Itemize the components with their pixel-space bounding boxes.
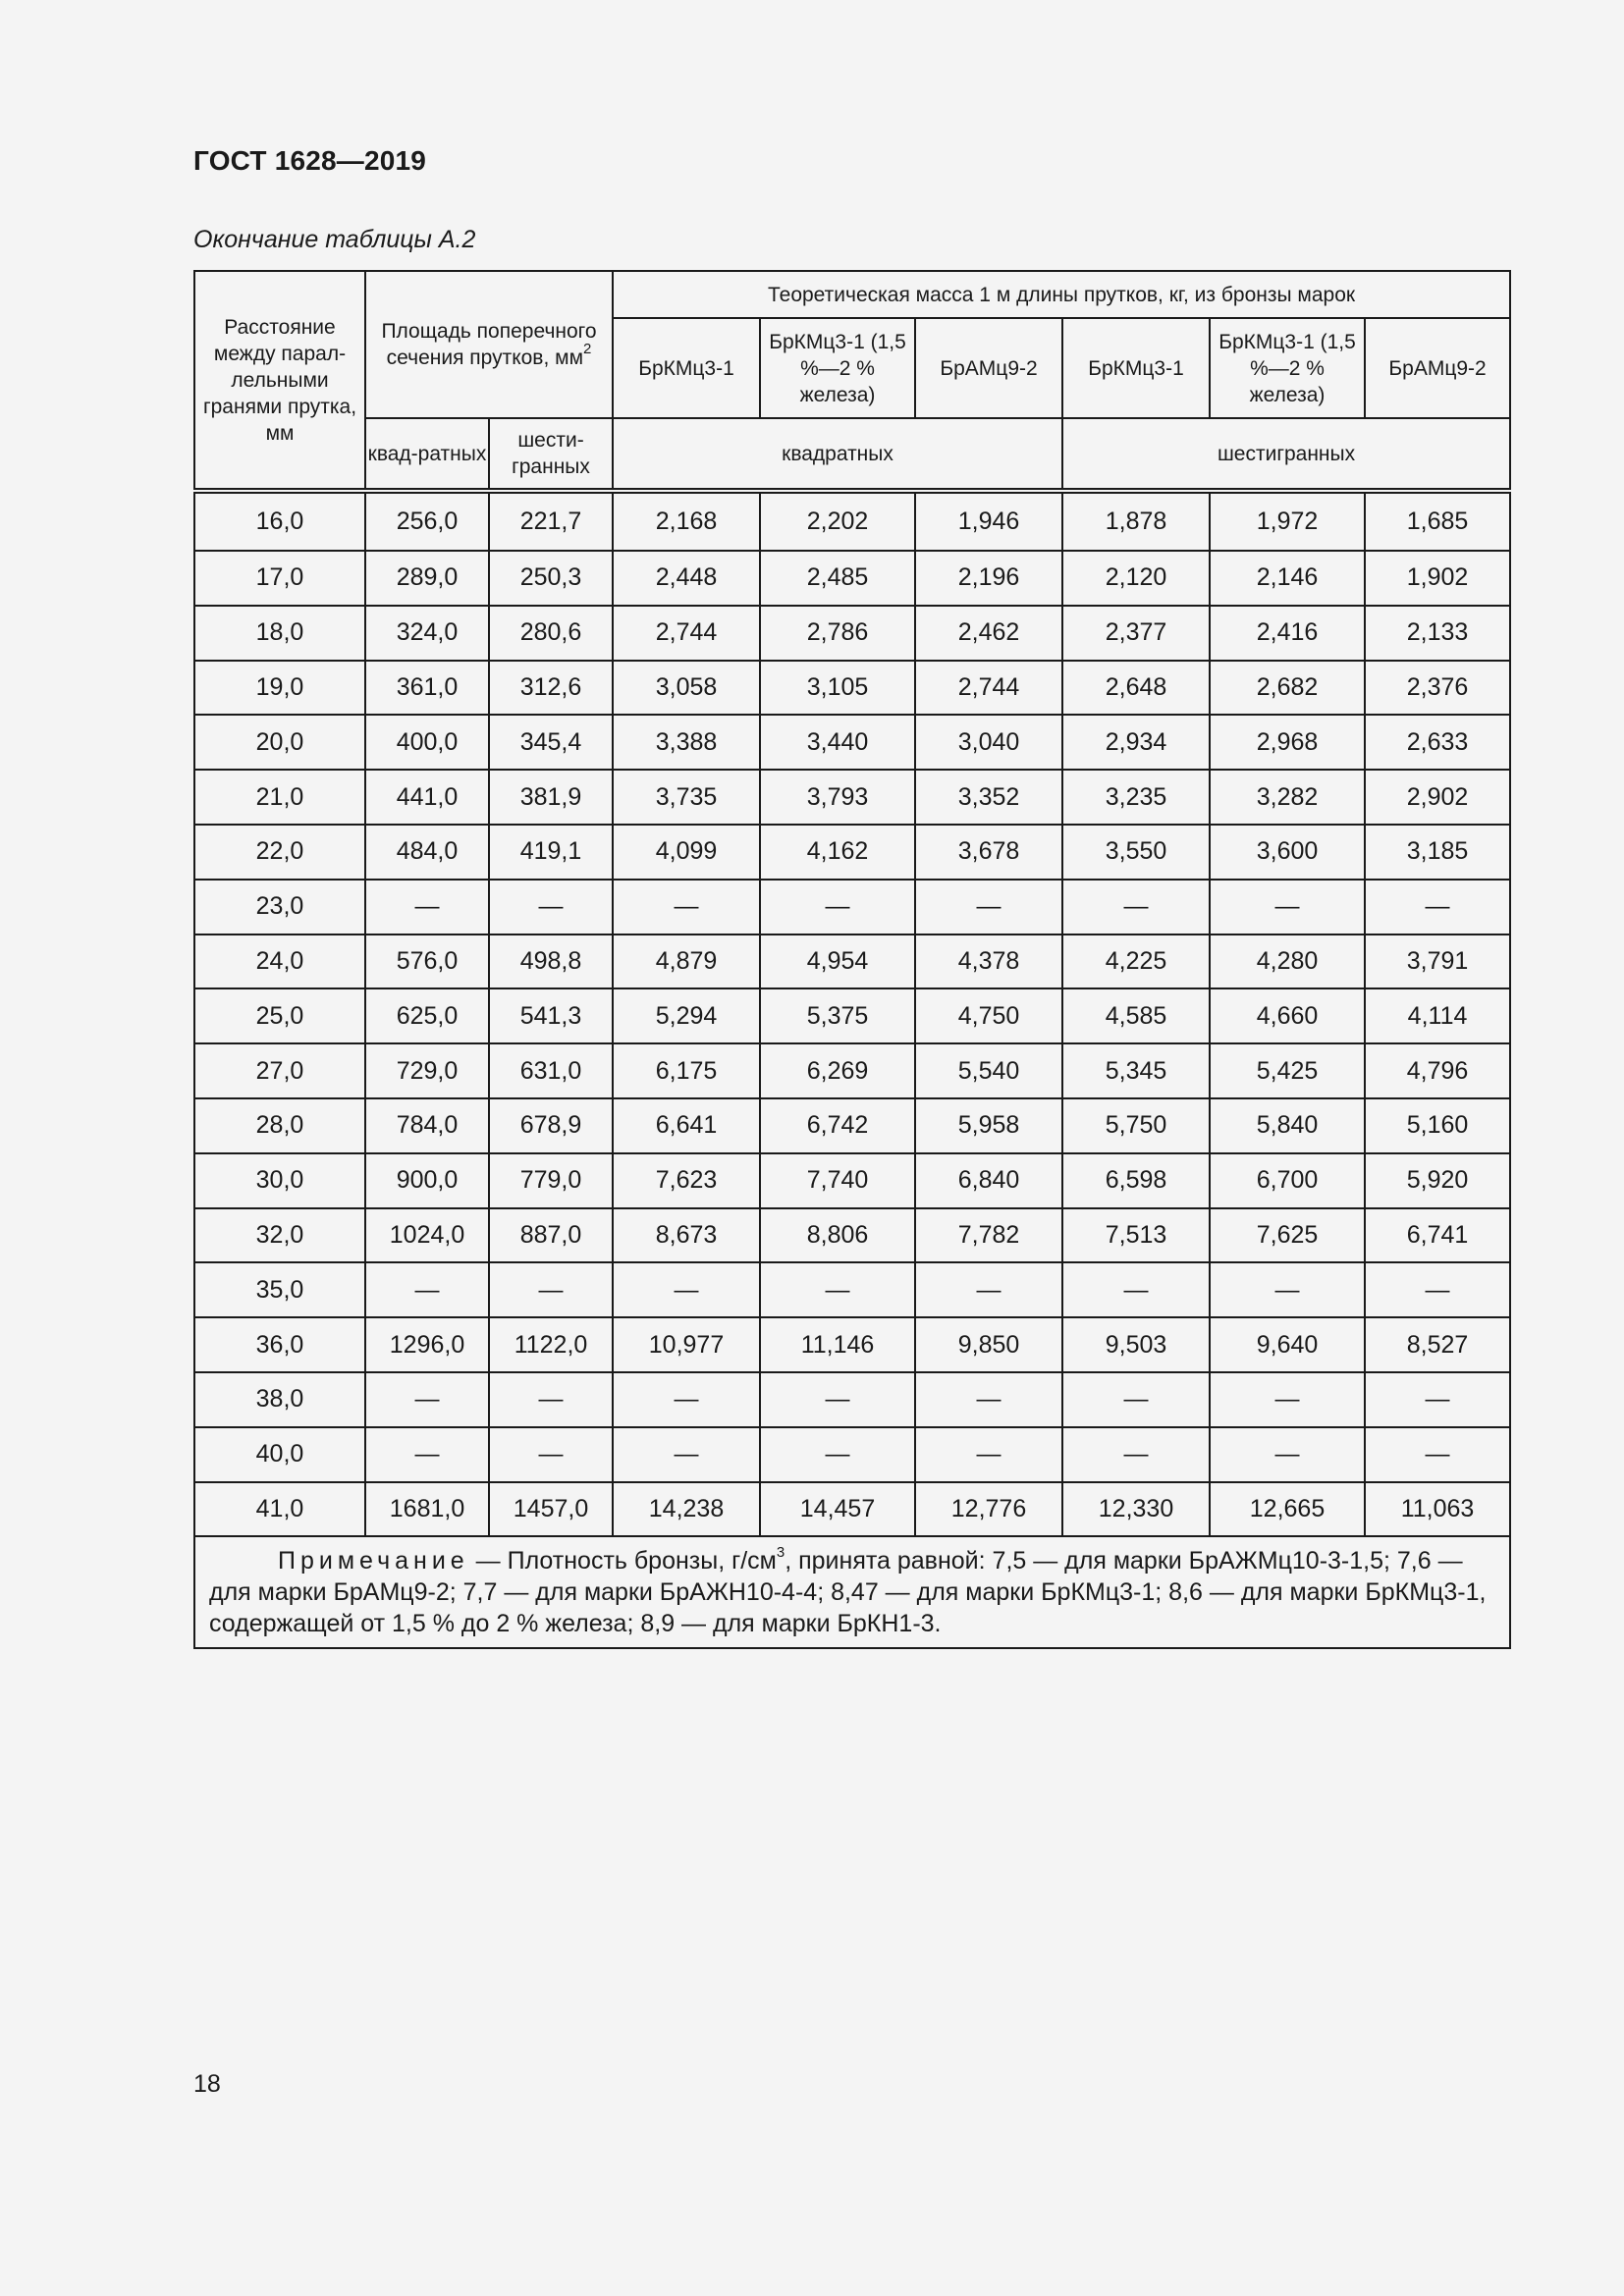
table-cell: 4,225	[1062, 934, 1210, 989]
table-cell: 3,235	[1062, 770, 1210, 825]
table-cell: 2,934	[1062, 715, 1210, 770]
table-cell: 5,540	[915, 1043, 1062, 1098]
table-cell: —	[760, 1427, 915, 1482]
table-row	[194, 1482, 1510, 1537]
table-cell: 5,920	[1365, 1153, 1510, 1208]
table-cell: —	[489, 1262, 613, 1317]
table-cell: 2,648	[1062, 661, 1210, 716]
table-cell: 1,972	[1210, 491, 1365, 551]
table-cell: —	[1210, 1427, 1365, 1482]
table-cell: —	[760, 880, 915, 934]
table-cell: 17,0	[194, 551, 365, 606]
table-cell: 2,377	[1062, 606, 1210, 661]
table-cell: 6,700	[1210, 1153, 1365, 1208]
header-area: Площадь поперечного сечения прутков, $мм^2$	[365, 271, 613, 418]
table-cell: —	[1062, 1372, 1210, 1427]
table-cell: —	[613, 1372, 760, 1427]
table-cell: 2,902	[1365, 770, 1510, 825]
table-cell: 20,0	[194, 715, 365, 770]
table-cell: —	[1210, 1262, 1365, 1317]
table-cell: 419,1	[489, 825, 613, 880]
table-cell: 289,0	[365, 551, 489, 606]
table-cell: 2,633	[1365, 715, 1510, 770]
table-cell: 2,786	[760, 606, 915, 661]
table-cell: 4,114	[1365, 988, 1510, 1043]
table-cell: 41,0	[194, 1482, 365, 1537]
table-cell: 4,162	[760, 825, 915, 880]
table-cell: 32,0	[194, 1208, 365, 1263]
table-cell: 3,388	[613, 715, 760, 770]
document-code: ГОСТ 1628—2019	[193, 145, 427, 176]
table-cell: 221,7	[489, 491, 613, 551]
table-cell: 4,099	[613, 825, 760, 880]
table-cell: —	[915, 880, 1062, 934]
table-cell: 4,750	[915, 988, 1062, 1043]
table-cell: 1457,0	[489, 1482, 613, 1537]
header-area-square: квад-ратных	[365, 418, 489, 491]
table-cell: 30,0	[194, 1153, 365, 1208]
table-cell: 6,741	[1365, 1208, 1510, 1263]
table-cell: 3,600	[1210, 825, 1365, 880]
table-cell: 312,6	[489, 661, 613, 716]
table-cell: 3,105	[760, 661, 915, 716]
table-cell: 2,744	[915, 661, 1062, 716]
table-cell: 22,0	[194, 825, 365, 880]
table-cell: 2,133	[1365, 606, 1510, 661]
table-cell: —	[760, 1372, 915, 1427]
table-cell: 6,641	[613, 1098, 760, 1153]
table-cell: —	[613, 880, 760, 934]
table-cell: 5,294	[613, 988, 760, 1043]
table-cell: 5,425	[1210, 1043, 1365, 1098]
table-cell: 256,0	[365, 491, 489, 551]
table-cell: 4,280	[1210, 934, 1365, 989]
table-cell: 729,0	[365, 1043, 489, 1098]
table-cell: 28,0	[194, 1098, 365, 1153]
table-row	[194, 1372, 1510, 1427]
table-cell: 4,954	[760, 934, 915, 989]
table-cell: 4,585	[1062, 988, 1210, 1043]
table-row	[194, 1098, 1510, 1153]
table-cell: 3,440	[760, 715, 915, 770]
table-cell: 345,4	[489, 715, 613, 770]
table-cell: 16,0	[194, 491, 365, 551]
table-cell: 36,0	[194, 1317, 365, 1372]
table-cell: 4,378	[915, 934, 1062, 989]
table-cell: 12,776	[915, 1482, 1062, 1537]
table-cell: 6,269	[760, 1043, 915, 1098]
table-cell: 11,063	[1365, 1482, 1510, 1537]
table-cell: 12,330	[1062, 1482, 1210, 1537]
table-cell: 3,058	[613, 661, 760, 716]
table-cell: 2,485	[760, 551, 915, 606]
table-row	[194, 1262, 1510, 1317]
table-cell: 324,0	[365, 606, 489, 661]
table-note: Примечание — Плотность бронзы, $г/см^3$, принята равной: 7,5 — для марки БрАЖМц10-3-1,5; 7,6 — для марки БрАМц9-2; 7,7 — для марки БрАЖН10-4-4; 8,47 — для марки БрКМц3-1; 8,6 — для марки БрКМц3-1, содержащей от 1,5 % до 2 % железа; 8,9 — для марки БрКН1-3.	[194, 1536, 1510, 1648]
table-cell: 25,0	[194, 988, 365, 1043]
table-cell: 23,0	[194, 880, 365, 934]
table-cell: —	[613, 1262, 760, 1317]
table-cell: 3,282	[1210, 770, 1365, 825]
table-cell: 40,0	[194, 1427, 365, 1482]
table-body	[194, 491, 1510, 1536]
table-cell: 1024,0	[365, 1208, 489, 1263]
table-cell: 625,0	[365, 988, 489, 1043]
table-cell: 38,0	[194, 1372, 365, 1427]
header-grade: БрКМц3-1 (1,5 %—2 % железа)	[760, 318, 915, 418]
table-cell: 21,0	[194, 770, 365, 825]
table-cell: 5,375	[760, 988, 915, 1043]
header-grade: БрКМц3-1	[1062, 318, 1210, 418]
table-cell: 10,977	[613, 1317, 760, 1372]
table-cell: 3,791	[1365, 934, 1510, 989]
table-cell: 2,416	[1210, 606, 1365, 661]
table-row	[194, 934, 1510, 989]
table-cell: 2,744	[613, 606, 760, 661]
table-row	[194, 1317, 1510, 1372]
header-group-hex: шестигранных	[1062, 418, 1510, 491]
table-row	[194, 1153, 1510, 1208]
table-cell: 1,685	[1365, 491, 1510, 551]
table-cell: 2,202	[760, 491, 915, 551]
table-cell: 541,3	[489, 988, 613, 1043]
table-cell: 11,146	[760, 1317, 915, 1372]
table-row	[194, 661, 1510, 716]
table-cell: —	[365, 1427, 489, 1482]
table-cell: 6,742	[760, 1098, 915, 1153]
table-cell: 280,6	[489, 606, 613, 661]
table-cell: 5,958	[915, 1098, 1062, 1153]
table-cell: 6,175	[613, 1043, 760, 1098]
table-cell: 8,527	[1365, 1317, 1510, 1372]
table-cell: 2,682	[1210, 661, 1365, 716]
table-cell: 1122,0	[489, 1317, 613, 1372]
table-cell: —	[1365, 1262, 1510, 1317]
table-cell: —	[1210, 1372, 1365, 1427]
table-cell: 24,0	[194, 934, 365, 989]
table-cell: 8,806	[760, 1208, 915, 1263]
table-cell: 3,352	[915, 770, 1062, 825]
table-cell: —	[1210, 880, 1365, 934]
table-cell: 2,146	[1210, 551, 1365, 606]
table-cell: 400,0	[365, 715, 489, 770]
table-cell: —	[915, 1427, 1062, 1482]
table-cell: 678,9	[489, 1098, 613, 1153]
page-number: 18	[193, 2070, 221, 2098]
table-cell: 27,0	[194, 1043, 365, 1098]
table-cell: 2,376	[1365, 661, 1510, 716]
table-cell: 4,879	[613, 934, 760, 989]
table-cell: 484,0	[365, 825, 489, 880]
table-cell: —	[489, 1427, 613, 1482]
table-cell: 2,196	[915, 551, 1062, 606]
table-cell: 14,238	[613, 1482, 760, 1537]
table-caption: Окончание таблицы А.2	[193, 226, 476, 253]
table-row	[194, 491, 1510, 551]
table-cell: 2,462	[915, 606, 1062, 661]
header-mass: Теоретическая масса 1 м длины прутков, кг, из бронзы марок	[613, 271, 1510, 318]
table-cell: —	[1365, 880, 1510, 934]
table-cell: 7,623	[613, 1153, 760, 1208]
table-cell: 7,625	[1210, 1208, 1365, 1263]
table-cell: 9,850	[915, 1317, 1062, 1372]
table-cell: 250,3	[489, 551, 613, 606]
table-cell: 5,345	[1062, 1043, 1210, 1098]
table-cell: —	[365, 1262, 489, 1317]
table-cell: —	[1062, 880, 1210, 934]
table-cell: 381,9	[489, 770, 613, 825]
table-cell: 1296,0	[365, 1317, 489, 1372]
table-cell: 1,946	[915, 491, 1062, 551]
table-row	[194, 1208, 1510, 1263]
table-row	[194, 715, 1510, 770]
table-cell: —	[365, 1372, 489, 1427]
table-row	[194, 1427, 1510, 1482]
table-cell: 6,598	[1062, 1153, 1210, 1208]
table-cell: 3,678	[915, 825, 1062, 880]
table-cell: 7,782	[915, 1208, 1062, 1263]
table-cell: 7,740	[760, 1153, 915, 1208]
table-cell: —	[1062, 1262, 1210, 1317]
table-cell: —	[1062, 1427, 1210, 1482]
table-row	[194, 988, 1510, 1043]
table-cell: 18,0	[194, 606, 365, 661]
table-cell: 9,503	[1062, 1317, 1210, 1372]
table-cell: 779,0	[489, 1153, 613, 1208]
header-grade: БрКМц3-1 (1,5 %—2 % железа)	[1210, 318, 1365, 418]
table-row	[194, 1043, 1510, 1098]
table-cell: 498,8	[489, 934, 613, 989]
table-cell: 14,457	[760, 1482, 915, 1537]
table-cell: —	[613, 1427, 760, 1482]
table-cell: 1,878	[1062, 491, 1210, 551]
table-row	[194, 770, 1510, 825]
table-cell: 2,448	[613, 551, 760, 606]
table-cell: 3,185	[1365, 825, 1510, 880]
table-cell: 3,550	[1062, 825, 1210, 880]
table-cell: 6,840	[915, 1153, 1062, 1208]
table-cell: 900,0	[365, 1153, 489, 1208]
table-cell: —	[489, 1372, 613, 1427]
table-row	[194, 606, 1510, 661]
table-cell: 2,120	[1062, 551, 1210, 606]
table-row	[194, 551, 1510, 606]
table-row	[194, 825, 1510, 880]
table-header	[194, 271, 1510, 491]
table-cell: 3,793	[760, 770, 915, 825]
header-area-hex: шести-гранных	[489, 418, 613, 491]
table-cell: 7,513	[1062, 1208, 1210, 1263]
table-cell: 784,0	[365, 1098, 489, 1153]
table-cell: 3,040	[915, 715, 1062, 770]
table-cell: —	[760, 1262, 915, 1317]
header-grade: БрАМц9-2	[915, 318, 1062, 418]
header-distance: Расстояние между парал-лельными гранями прутка, мм	[194, 271, 365, 491]
table-cell: 5,840	[1210, 1098, 1365, 1153]
table-cell: 5,160	[1365, 1098, 1510, 1153]
table-cell: 4,660	[1210, 988, 1365, 1043]
table-cell: 1,902	[1365, 551, 1510, 606]
table-cell: 4,796	[1365, 1043, 1510, 1098]
table-cell: —	[489, 880, 613, 934]
table-cell: 631,0	[489, 1043, 613, 1098]
table-cell: 19,0	[194, 661, 365, 716]
table-cell: 576,0	[365, 934, 489, 989]
table-cell: 3,735	[613, 770, 760, 825]
header-group-square: квадратных	[613, 418, 1062, 491]
table-cell: 441,0	[365, 770, 489, 825]
table-cell: 9,640	[1210, 1317, 1365, 1372]
table-cell: 35,0	[194, 1262, 365, 1317]
table-cell: 2,968	[1210, 715, 1365, 770]
table-cell: 8,673	[613, 1208, 760, 1263]
data-table	[193, 270, 1511, 1649]
note-label: Примечание	[278, 1547, 469, 1575]
table-cell: —	[1365, 1427, 1510, 1482]
table-cell: —	[915, 1372, 1062, 1427]
table-cell: —	[915, 1262, 1062, 1317]
table-cell: —	[365, 880, 489, 934]
table-cell: 361,0	[365, 661, 489, 716]
table-row	[194, 880, 1510, 934]
table-cell: 2,168	[613, 491, 760, 551]
header-grade: БрКМц3-1	[613, 318, 760, 418]
header-grade: БрАМц9-2	[1365, 318, 1510, 418]
table-cell: 1681,0	[365, 1482, 489, 1537]
table-cell: 12,665	[1210, 1482, 1365, 1537]
table-cell: 5,750	[1062, 1098, 1210, 1153]
table-cell: —	[1365, 1372, 1510, 1427]
table-cell: 887,0	[489, 1208, 613, 1263]
